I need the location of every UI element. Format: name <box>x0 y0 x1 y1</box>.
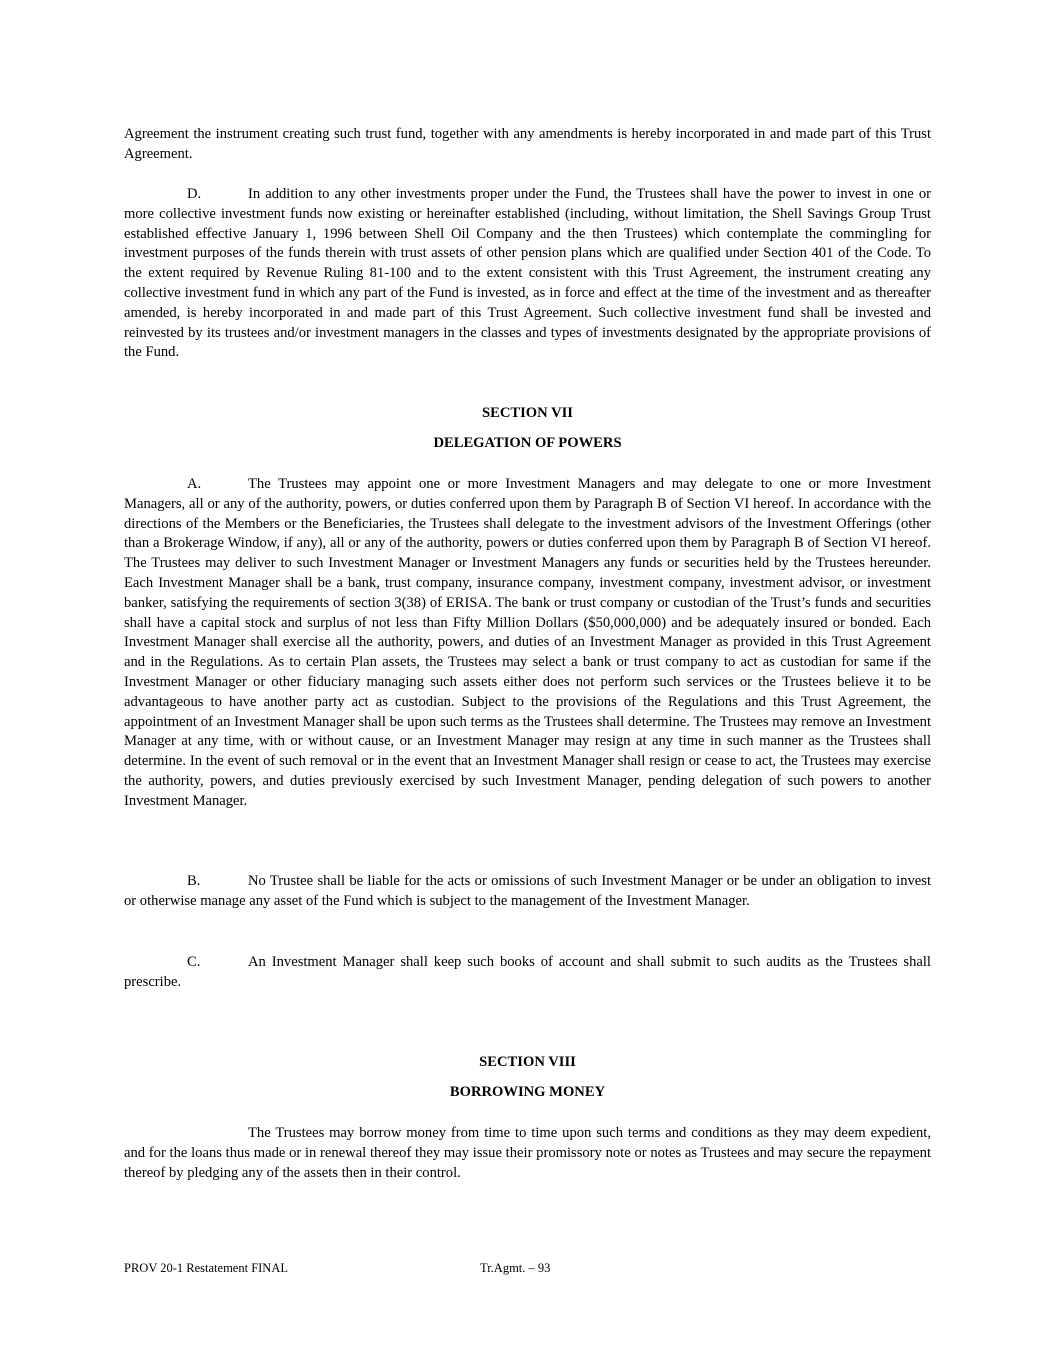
section-vii-title: DELEGATION OF POWERS <box>433 435 622 451</box>
paragraph-label: B. <box>187 873 201 889</box>
section-viii-body <box>124 1124 931 1183</box>
footer-document-id: PROV 20-1 Restatement FINAL <box>124 1261 288 1275</box>
section-viii-number: SECTION VIII <box>479 1054 576 1070</box>
paragraph-label: A. <box>187 476 202 492</box>
section-viii-title: BORROWING MONEY <box>449 1084 606 1100</box>
section-vii-paragraph-b <box>124 872 931 912</box>
paragraph-label: D. <box>187 186 202 202</box>
paragraph-text: The Trustees may borrow money from time to time upon such terms and conditions as they may deem expedient, and for the loans thus made or in renewal thereof they may issue their promissory note or notes as Trustees and may secure the repayment thereof by pledging any of the assets then in their control. <box>124 1125 931 1181</box>
paragraph-text: The Trustees may appoint one or more Investment Managers and may delegate to one or more Investment Managers, all or any of the authority, powers, or duties conferred upon them by Paragraph B of Section VI hereof. In accordance with the directions of the Members or the Beneficiaries, the Trustees shall delegate to the investment advisors of the Investment Offerings (other than a Brokerage Window, if any), all or any of the authority, powers or duties conferred upon them by Paragraph B of Section VI hereof. The Trustees may deliver to such Investment Manager or Investment Managers any funds or securities held by the Trustees hereunder. Each Investment Manager shall be a bank, trust company, insurance company, investment company, investment advisor, or investment banker, satisfying the requirements of section 3(38) of ERISA. The bank or trust company or custodian of the Trust’s funds and securities shall have a capital stock and surplus of not less than Fifty Million Dollars ($50,000,000) and be adequately insured or bonded. Each Investment Manager shall exercise all the authority, powers, and duties of an Investment Manager as provided in this Trust Agreement and in the Regulations. As to certain Plan assets, the Trustees may select a bank or trust company to act as custodian for same if the Investment Manager or other fiduciary managing such assets either does not perform such services or the Trustees believe it to be advantageous to have another party act as custodian. Subject to the provisions of the Regulations and this Trust Agreement, the appointment of an Investment Manager shall be upon such terms as the Trustees shall determine. The Trustees may remove an Investment Manager at any time, with or without cause, or an Investment Manager may resign at any time in such manner as the Trustees shall determine. In the event of such removal or in the event that an Investment Manager shall resign or cease to act, the Trustees may exercise the authority, powers, and duties previously exercised by such Investment Manager, pending delegation of such powers to another Investment Manager. <box>124 476 931 809</box>
section-vii-paragraph-c <box>124 953 931 993</box>
section-vi-paragraph-d <box>124 185 931 363</box>
section-vii-paragraph-a <box>124 475 931 812</box>
intro-paragraph: Agreement the instrument creating such trust fund, together with any amendments is hereby incorporated in and made part of this Trust Agreement. <box>124 126 931 162</box>
paragraph-label: C. <box>187 954 201 970</box>
paragraph-text: In addition to any other investments proper under the Fund, the Trustees shall have the power to invest in one or more collective investment funds now existing or hereinafter established (including, without limitation, the Shell Savings Group Trust established effective January 1, 1996 between Shell Oil Company and the then Trustees) which contemplate the commingling for investment purposes of the funds therein with trust assets of other pension plans which are qualified under Section 401 of the Code. To the extent required by Revenue Ruling 81-100 and to the extent consistent with this Trust Agreement, the instrument creating any collective investment fund in which any part of the Fund is invested, as in force and effect at the time of the investment and as thereafter amended, is hereby incorporated in and made part of this Trust Agreement. Such collective investment fund shall be invested and reinvested by its trustees and/or investment managers in the classes and types of investments designated by the appropriate provisions of the Fund. <box>124 186 931 361</box>
paragraph-text: An Investment Manager shall keep such books of account and shall submit to such audits as the Trustees shall prescribe. <box>124 954 931 990</box>
footer-page-ref: Tr.Agmt. – 93 <box>480 1261 551 1275</box>
paragraph-text: No Trustee shall be liable for the acts or omissions of such Investment Manager or be under an obligation to invest or otherwise manage any asset of the Fund which is subject to the management of the Investment Manager. <box>124 873 931 909</box>
section-vii-number: SECTION VII <box>482 405 573 421</box>
